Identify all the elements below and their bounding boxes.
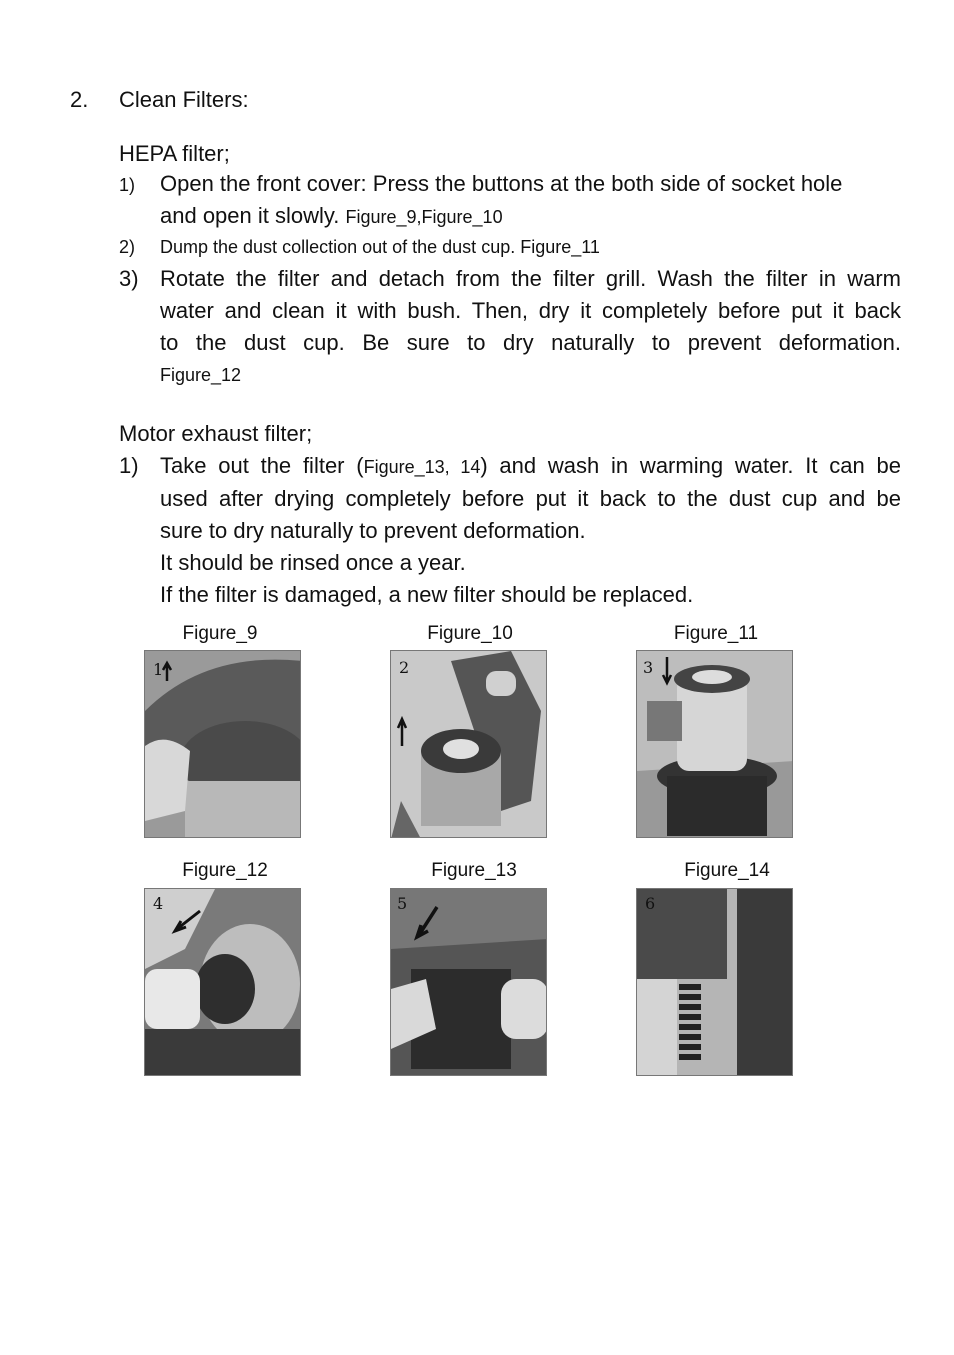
hepa-step-1-line-1: Open the front cover: Press the buttons at the both side of socket hole bbox=[160, 171, 843, 196]
hepa-step-1-text bbox=[160, 168, 901, 233]
figure-11-step-number: 3 bbox=[643, 658, 654, 677]
figure-14-step-number: 6 bbox=[645, 894, 656, 913]
motor-step-1-line-3: sure to dry naturally to prevent deformation. bbox=[160, 518, 586, 543]
figure-10-step-number: 2 bbox=[399, 658, 410, 677]
hepa-step-3-line-2: water and clean it with bush. Then, dry it completely before put it back bbox=[160, 298, 901, 323]
hepa-step-3-number: 3) bbox=[119, 266, 139, 291]
figure-9-label: Figure_9 bbox=[182, 623, 258, 644]
motor-step-1-line-4: It should be rinsed once a year. bbox=[160, 550, 466, 575]
hepa-step-3-line-1: Rotate the filter and detach from the filter grill. Wash the filter in warm bbox=[160, 266, 901, 291]
hepa-step-1-line-2 bbox=[160, 200, 901, 233]
hepa-step-1-figure-ref: Figure_9,Figure_10 bbox=[345, 207, 503, 227]
figure-9-photo bbox=[144, 650, 301, 838]
motor-step-1-text bbox=[160, 450, 901, 611]
figure-13-step-number: 5 bbox=[397, 894, 408, 913]
motor-line-1-a: Take out the filter ( bbox=[160, 453, 364, 478]
figure-13-photo bbox=[390, 888, 547, 1076]
hepa-step-3-figure-ref: Figure_12 bbox=[160, 365, 242, 385]
motor-step-1-line-2: used after drying completely before put it back to the dust cup and be bbox=[160, 486, 901, 511]
figure-12-label: Figure_12 bbox=[182, 860, 268, 881]
hepa-step-3-text bbox=[160, 263, 901, 391]
motor-figure-ref: Figure_13, 14 bbox=[363, 457, 481, 477]
figure-11-photo bbox=[636, 650, 793, 838]
figure-12-photo bbox=[144, 888, 301, 1076]
section-title: Clean Filters: bbox=[119, 87, 249, 112]
motor-step-1-number: 1) bbox=[119, 453, 139, 478]
figure-14-photo bbox=[636, 888, 793, 1076]
figure-13-label: Figure_13 bbox=[431, 860, 517, 881]
hepa-step-1-line-2-text: and open it slowly. bbox=[160, 203, 346, 228]
hepa-heading: HEPA filter; bbox=[119, 141, 230, 166]
figure-14-label: Figure_14 bbox=[684, 860, 770, 881]
figure-9-step-number: 1 bbox=[153, 660, 164, 679]
motor-step-1-line-5: If the filter is damaged, a new filter should be replaced. bbox=[160, 582, 694, 607]
hepa-step-2-number: 2) bbox=[119, 237, 136, 257]
motor-step-1-line-1 bbox=[160, 450, 901, 483]
motor-heading: Motor exhaust filter; bbox=[119, 421, 313, 446]
hepa-step-3-line-3: to the dust cup. Be sure to dry naturally to prevent deformation. bbox=[160, 330, 901, 355]
figure-10-label: Figure_10 bbox=[427, 623, 513, 644]
figure-12-step-number: 4 bbox=[153, 894, 164, 913]
figure-11-label: Figure_11 bbox=[673, 623, 759, 644]
hepa-step-1-number: 1) bbox=[119, 175, 136, 195]
section-number: 2. bbox=[70, 87, 89, 112]
figure-10-photo bbox=[390, 650, 547, 838]
motor-line-1-b: ) and wash in warming water. It can be bbox=[480, 453, 901, 478]
hepa-step-2-text: Dump the dust collection out of the dust cup. Figure_11 bbox=[160, 237, 600, 257]
